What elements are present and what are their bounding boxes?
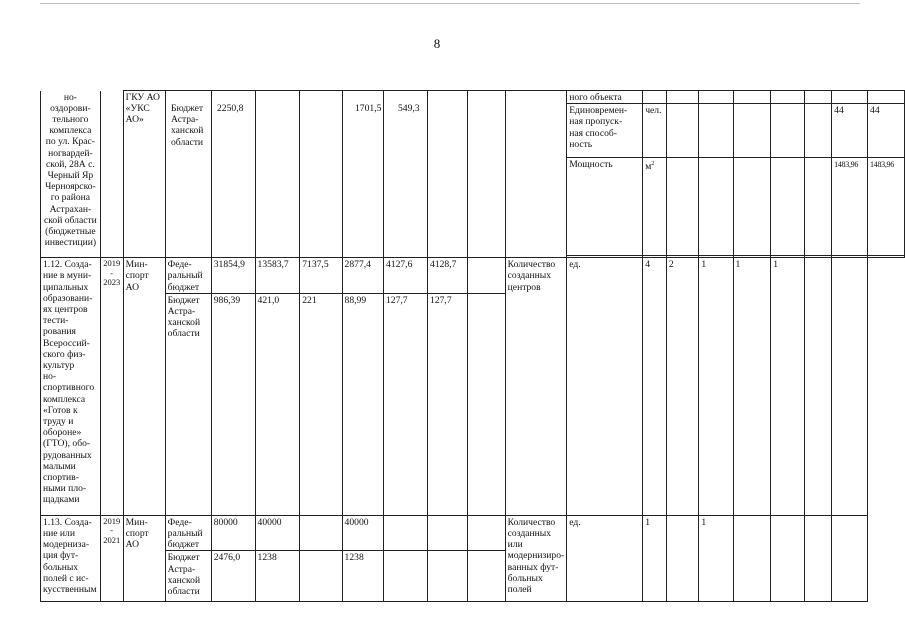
- measure-name: но- оздорови- тельного комплекса по ул. Крас- ногвардей- ской, 28А с. Черный Яр Черноярско- го района Астрахан- ской области (бюджетные инвестиции): [43, 91, 97, 249]
- target-cell: 1: [699, 515, 733, 602]
- years-cell: [100, 91, 123, 258]
- target-cell: [868, 91, 905, 104]
- program-table: [40, 90, 905, 602]
- block1-2021: 1701,5: [355, 103, 382, 114]
- value-cell: [255, 91, 300, 258]
- target-cell: [868, 256, 905, 258]
- value-cell: [467, 551, 505, 602]
- target-cell: [699, 91, 733, 104]
- unit-cell: ед.: [567, 515, 643, 602]
- unit-cell: ед.: [567, 258, 643, 516]
- value-cell: 1238: [342, 551, 383, 602]
- target-cell: 1: [643, 515, 667, 602]
- value-cell: 127,7: [383, 293, 427, 515]
- value-cell: [300, 91, 342, 258]
- value-cell: 40000: [255, 515, 300, 551]
- target-cell: [699, 104, 733, 158]
- value-cell: 7137,5: [300, 258, 342, 294]
- total-cell: 80000: [211, 515, 255, 551]
- unit-cell: чел.: [643, 104, 667, 158]
- target-cell: 1: [733, 258, 771, 516]
- value-cell: [342, 91, 383, 258]
- total-cell: 2476,0: [211, 551, 255, 602]
- table-row: [41, 258, 905, 294]
- funding-source-cell: Феде- ральный бюджет: [165, 258, 211, 294]
- table-row: [41, 91, 905, 104]
- measure-name-cell: [41, 258, 101, 516]
- indicator-cell: Мощность: [567, 158, 643, 256]
- years-cell: 2019 - 2023: [100, 258, 123, 516]
- value-cell: 4127,6: [383, 258, 427, 294]
- unit-cell: [643, 91, 667, 104]
- value-cell: [505, 91, 567, 258]
- value-cell: [428, 551, 468, 602]
- target-cell: [666, 158, 699, 256]
- target-cell: [771, 104, 804, 158]
- target-cell: [804, 104, 832, 158]
- block1-source: Бюджет Астра- ханской области: [171, 103, 204, 148]
- value-cell: 221: [300, 293, 342, 515]
- unit-cell: [643, 158, 667, 256]
- total-cell: 986,39: [211, 293, 255, 515]
- target-cell: 44: [868, 104, 905, 158]
- indicator-name: Единовремен- ная пропуск- ная способ- ность: [569, 105, 628, 150]
- target-cell: [771, 515, 804, 602]
- target-cell: 1: [771, 258, 804, 516]
- target-cell: [666, 104, 699, 158]
- table-row: [41, 515, 905, 551]
- value-cell: [467, 91, 505, 258]
- target-cell: [832, 515, 868, 602]
- value-cell: 4128,7: [428, 258, 468, 294]
- target-cell: [832, 258, 868, 516]
- value-cell: 1238: [255, 551, 300, 602]
- target-cell: [804, 91, 832, 104]
- value-cell: 88,99: [342, 293, 383, 515]
- value-cell: [467, 293, 505, 515]
- executor-cell: Мин- спорт АО: [123, 515, 165, 602]
- value-cell: [383, 515, 427, 551]
- total-cell: 31854,9: [211, 258, 255, 294]
- target-cell: [699, 158, 733, 256]
- executor-cell: [123, 91, 165, 258]
- page-number: 8: [433, 36, 441, 51]
- block1-2022: 549,3: [398, 103, 420, 114]
- value-cell: [428, 515, 468, 551]
- value-cell: 421,0: [255, 293, 300, 515]
- funding-source-cell: Бюджет Астра- ханской области: [165, 293, 211, 515]
- executor: ГКУ АО «УКС АО»: [125, 92, 160, 126]
- indicator-cell: ного объекта: [567, 91, 643, 104]
- target-cell: [666, 91, 699, 104]
- target-cell: [804, 515, 832, 602]
- funding-source-cell: Феде- ральный бюджет: [165, 515, 211, 551]
- target-cell: 44: [832, 104, 868, 158]
- unit-m2: $м^2$: [645, 161, 655, 173]
- target-cell: 1483,96: [868, 158, 905, 256]
- top-rule: [40, 3, 860, 4]
- value-cell: 127,7: [428, 293, 468, 515]
- measure-name: 1.12. Созда- ние в муни- ципальных образовани- ях центров тести- рования Всероссий- ского физ- культур но- спортивного комплекса «Готов к труду и обороне» (ГТО), обо- рудованных малыми спортив- ными пло- щадками: [43, 259, 95, 506]
- value-cell: [300, 551, 342, 602]
- value-cell: [467, 258, 505, 294]
- value-cell: [383, 551, 427, 602]
- value-cell: 2877,4: [342, 258, 383, 294]
- indicator-cell: Количество созданных или модернизиро- ванных фут- больных полей: [505, 515, 567, 602]
- measure-name-cell: [41, 515, 101, 602]
- target-cell: [666, 515, 699, 602]
- indicator-cell: [567, 104, 643, 158]
- indicator-cell: Количество созданных центров: [505, 258, 567, 516]
- target-cell: [733, 158, 771, 256]
- measure-name-cell: [41, 91, 101, 258]
- target-cell: 1: [699, 258, 733, 516]
- value-cell: 40000: [342, 515, 383, 551]
- total-cell: [211, 91, 255, 258]
- target-cell: [733, 515, 771, 602]
- target-cell: 4: [643, 258, 667, 516]
- target-cell: [804, 258, 832, 516]
- years-cell: 2019 - 2021: [100, 515, 123, 602]
- target-cell: [733, 91, 771, 104]
- target-cell: 2: [666, 258, 699, 516]
- target-cell: [804, 158, 832, 256]
- funding-source-cell: Бюджет Астра- ханской области: [165, 551, 211, 602]
- target-cell: [832, 91, 868, 104]
- program-table-container: [40, 90, 905, 602]
- measure-name: 1.13. Созда- ние или модерниза- ция фут- больных полей с ис- кусственным: [43, 516, 97, 596]
- value-cell: 13583,7: [255, 258, 300, 294]
- value-cell: [428, 91, 468, 258]
- target-cell: [733, 104, 771, 158]
- target-cell: [771, 91, 804, 104]
- target-cell: 1483,96: [832, 158, 868, 256]
- value-cell: [467, 515, 505, 551]
- target-cell: [771, 158, 804, 256]
- value-cell: [300, 515, 342, 551]
- value-cell: [383, 91, 427, 258]
- executor-cell: Мин- спорт АО: [123, 258, 165, 516]
- block1-total: 2250,8: [217, 103, 244, 114]
